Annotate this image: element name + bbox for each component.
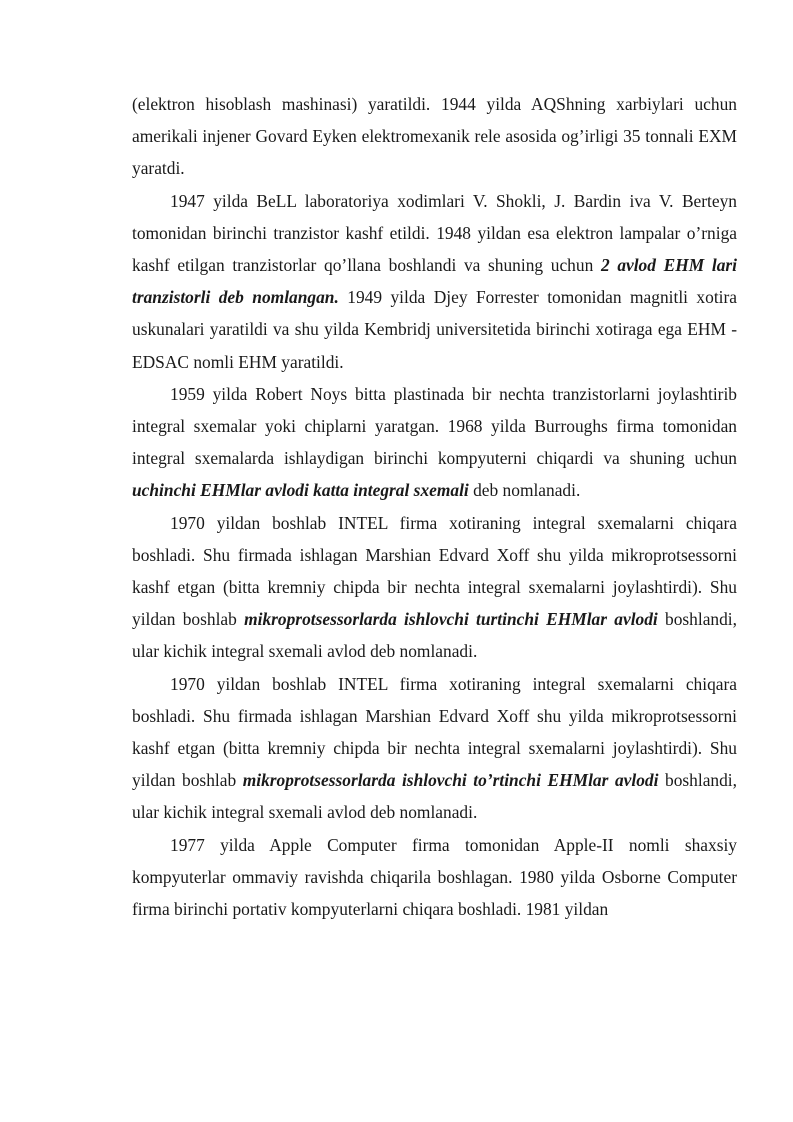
paragraph-text: boshlandi, ular kichik integral sxemali avlod deb nomlanadi. <box>132 609 737 662</box>
document-page <box>132 88 737 925</box>
paragraph-text: (elektron hisoblash mashinasi) yaratildi. 1944 yilda AQShning xarbiylari uchun amerikali injener Govard Eyken elektromexanik rele asosida og’irligi 35 tonnali EXM yaratdi. <box>132 94 737 179</box>
paragraph-integral-circuits <box>132 378 737 507</box>
paragraph-text: boshlandi, ular kichik integral sxemali avlod deb nomlanadi. <box>132 770 737 823</box>
paragraph-eyken-exm <box>132 88 737 185</box>
emphasis-text: 2 avlod EHM lari tranzistorli deb nomlangan. <box>132 255 738 308</box>
emphasis-text: mikroprotsessorlarda ishlovchi to’rtinchi EHMlar avlodi <box>242 770 659 791</box>
paragraph-intel-turtinchi <box>132 507 737 668</box>
paragraph-text: 1970 yildan boshlab INTEL firma xotiraning integral sxemalarni chiqara boshladi. Shu firmada ishlagan Marshian Edvard Xoff shu yilda mikroprotsessorni kashf etgan (bitta kremniy chipda bir nechta integral sxemalarni joylashtirdi). Shu yildan boshlab <box>132 512 737 630</box>
emphasis-text: uchinchi EHMlar avlodi katta integral sxemali <box>132 480 469 501</box>
emphasis-text: mikroprotsessorlarda ishlovchi turtinchi EHMlar avlodi <box>244 609 658 630</box>
paragraph-text: 1947 yilda BeLL laboratoriya xodimlari V. Shokli, J. Bardin iva V. Berteyn tomonidan birinchi tranzistor kashf etildi. 1948 yildan esa elektron lampalar o’rniga kashf etilgan tranzistorlar qo’llana boshlandi va shuning uchun <box>132 190 737 276</box>
paragraph-text: 1970 yildan boshlab INTEL firma xotiraning integral sxemalarni chiqara boshladi. Shu firmada ishlagan Marshian Edvard Xoff shu yilda mikroprotsessorni kashf etgan (bitta kremniy chipda bir nechta integral sxemalarni joylashtirdi). Shu yildan boshlab <box>132 673 737 791</box>
paragraph-transistor <box>132 185 737 378</box>
paragraph-text: 1959 yilda Robert Noys bitta plastinada bir nechta tranzistorlarni joylashtirib integral sxemalar yoki chiplarni yaratgan. 1968 yilda Burroughs firma tomonidan integral sxemalarda ishlaydigan birinchi kompyuterni chiqardi va shuning uchun <box>132 383 737 469</box>
paragraph-text: 1977 yilda Apple Computer firma tomonidan Apple-II nomli shaxsiy kompyuterlar ommaviy ravishda chiqarila boshlagan. 1980 yilda Osborne Computer firma birinchi portativ kompyuterlarni chiqara boshladi. 1981 yildan <box>132 834 737 920</box>
paragraph-intel-tortinchi <box>132 668 737 829</box>
paragraph-text: deb nomlanadi. <box>468 480 581 501</box>
paragraph-text: 1949 yilda Djey Forrester tomonidan magnitli xotira uskunalari yaratildi va shu yilda Kembridj universitetida birinchi xotiraga ega EHM - EDSAC nomli EHM yaratildi. <box>132 287 738 372</box>
paragraph-apple-osborne <box>132 829 737 926</box>
